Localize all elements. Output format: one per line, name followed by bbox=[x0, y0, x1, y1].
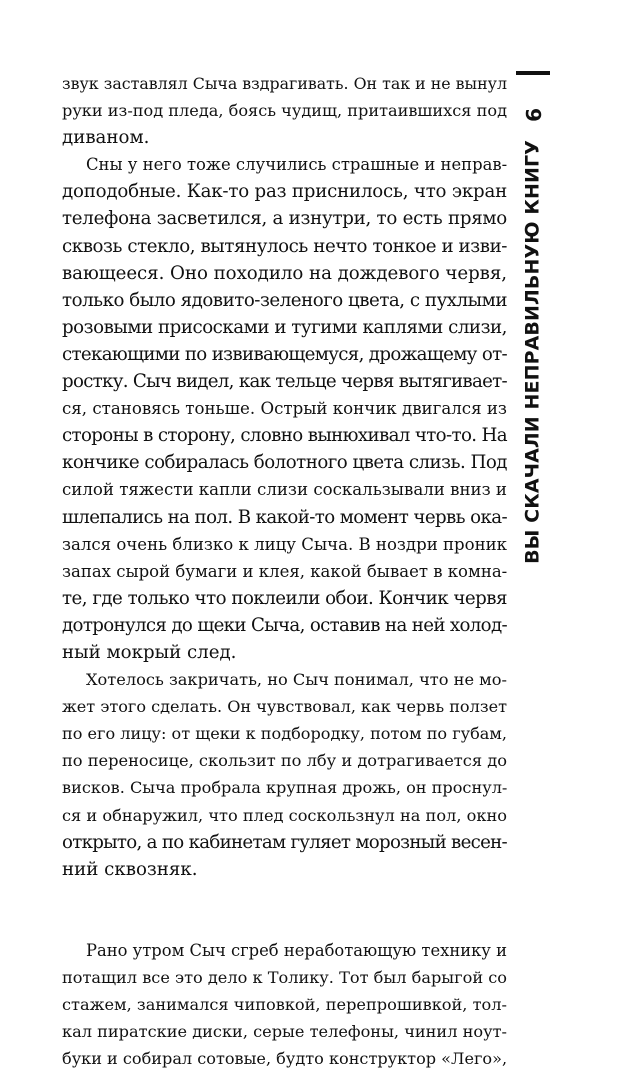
text-line: звук заставлял Сыча вздрагивать. Он так и не вынул bbox=[62, 74, 507, 93]
text-line: те, где только что поклеили обои. Кончик червя bbox=[62, 587, 507, 609]
page-number: 9 bbox=[521, 108, 545, 122]
text-line: стажем, занимался чиповкой, перепрошивкой, тол- bbox=[62, 995, 507, 1014]
text-line: по его лицу: от щеки к подбородку, потом по губам, bbox=[62, 724, 507, 744]
paragraph-1 bbox=[62, 70, 507, 151]
text-line: Сны у него тоже случились страшные и неправ- bbox=[86, 155, 508, 175]
section-break bbox=[62, 883, 507, 937]
text-line: руки из-под пледа, боясь чудищ, притаившихся под bbox=[62, 101, 507, 121]
text-line: ся, становясь тоньше. Острый кончик двигался из bbox=[62, 399, 507, 419]
running-title: ВЫ СКАЧАЛИ НЕПРАВИЛЬНУЮ КНИГУ bbox=[521, 140, 543, 564]
text-line: висков. Сыча пробрала крупная дрожь, он проснул- bbox=[62, 778, 508, 798]
paragraph-4 bbox=[62, 937, 507, 1072]
text-line: доподобные. Как-то раз приснилось, что экран bbox=[62, 181, 507, 203]
text-line: сквозь стекло, вытянулось нечто тонкое и изви- bbox=[62, 235, 507, 257]
text-line: силой тяжести капли слизи соскальзывали вниз и bbox=[62, 480, 507, 500]
text-line: ростку. Сыч видел, как тельце червя вытягивает- bbox=[62, 371, 507, 393]
text-line: ся и обнаружил, что плед соскользнул на пол, окно bbox=[62, 805, 507, 825]
text-line: кал пиратские диски, серые телефоны, чинил ноут- bbox=[62, 1022, 507, 1042]
text-line: открыто, а по кабинетам гуляет морозный весен- bbox=[62, 831, 507, 853]
text-line: вающееся. Оно походило на дождевого червя, bbox=[62, 262, 507, 284]
text-line: потащил все это дело к Толику. Тот был барыгой со bbox=[62, 967, 507, 987]
text-line: кончике собиралась болотного цвета слизь. Под bbox=[62, 452, 507, 474]
running-title-container bbox=[516, 140, 548, 565]
text-line: телефона засветился, а изнутри, то есть прямо bbox=[62, 208, 507, 230]
paragraph-2 bbox=[62, 151, 507, 666]
page-body bbox=[62, 70, 507, 1072]
text-line: дотронулся до щеки Сыча, оставив на ней холод- bbox=[62, 614, 507, 636]
text-line: Хотелось закричать, но Сыч понимал, что не мо- bbox=[86, 670, 508, 690]
text-line: ный мокрый след. bbox=[62, 641, 237, 663]
text-line: стороны в сторону, словно вынюхивал что-то. На bbox=[62, 425, 507, 447]
text-line: жет этого сделать. Он чувствовал, как червь ползет bbox=[62, 697, 507, 717]
text-line: шлепались на пол. В какой-то момент червь ока- bbox=[62, 506, 507, 528]
text-line: по переносице, скользит по лбу и дотрагивается до bbox=[62, 751, 507, 771]
text-line: только было ядовито-зеленого цвета, с пухлыми bbox=[62, 289, 507, 311]
text-line: диваном. bbox=[62, 127, 150, 149]
text-line: ний сквозняк. bbox=[62, 858, 198, 880]
text-line: Рано утром Сыч сгреб неработающую технику и bbox=[86, 940, 507, 960]
text-line: розовыми присосками и тугими каплями слизи, bbox=[62, 316, 507, 338]
text-line: запах сырой бумаги и клея, какой бывает в комна- bbox=[62, 561, 508, 581]
header-rule bbox=[516, 71, 550, 75]
text-line: зался очень близко к лицу Сыча. В ноздри проник bbox=[62, 534, 507, 554]
text-line: стекающими по извивающемуся, дрожащему от- bbox=[62, 343, 508, 365]
paragraph-3 bbox=[62, 666, 507, 883]
text-line: буки и собирал сотовые, будто конструктор «Лего», bbox=[62, 1049, 508, 1069]
